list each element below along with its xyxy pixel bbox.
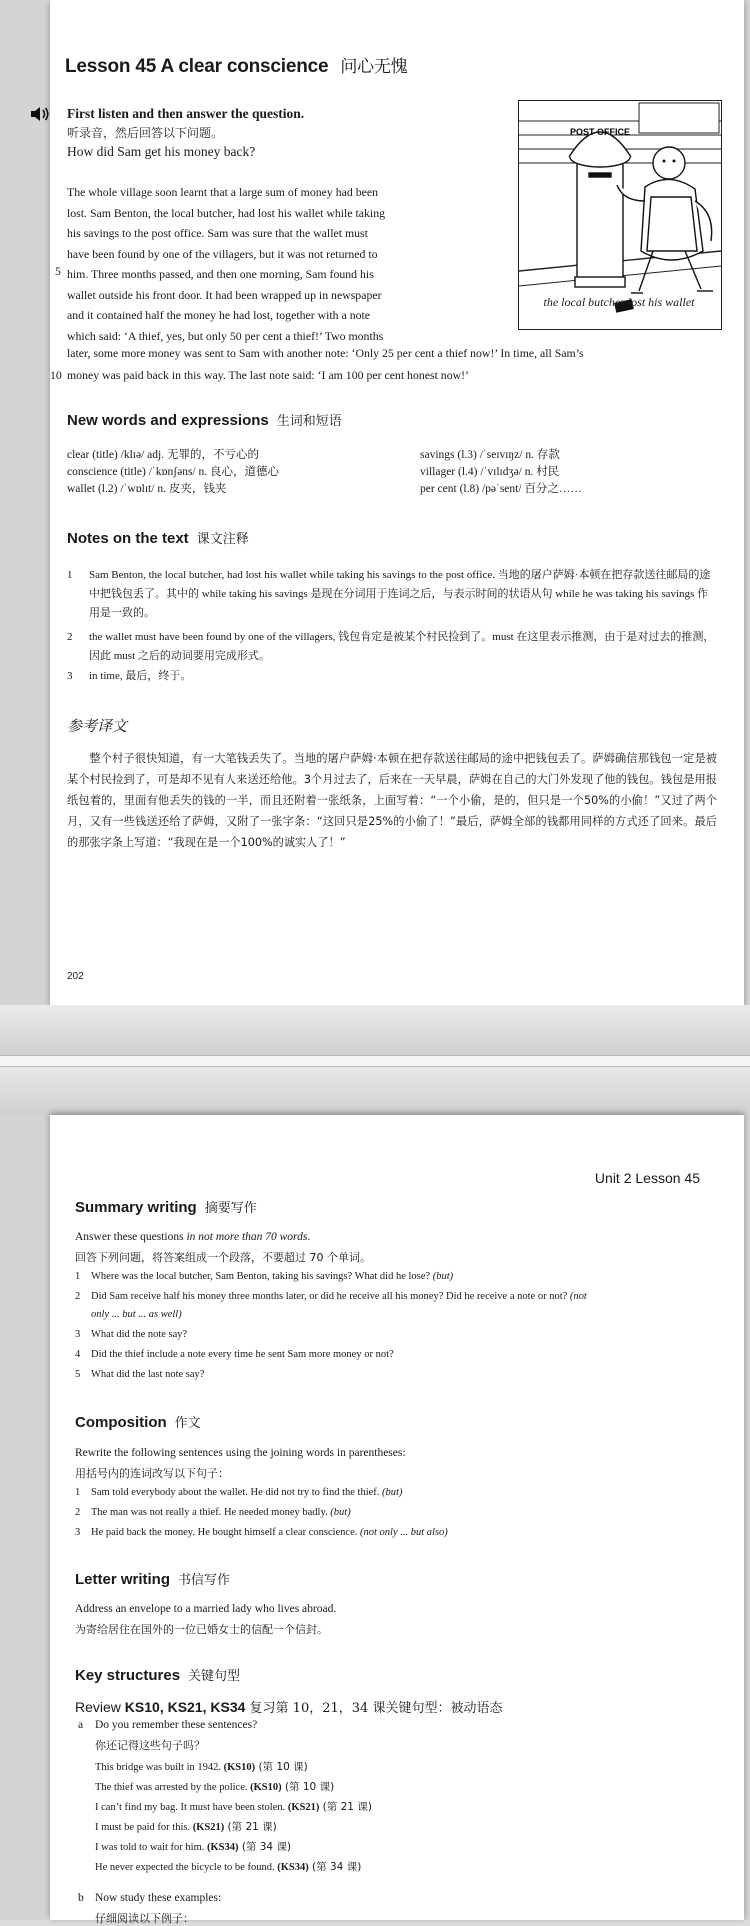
passage-line: have been found by one of the villagers, but it was not returned to [67,246,378,261]
question-text: Did Sam receive half his money three months later, or did he receive all his money? Did he receive a note or not? [91,1291,570,1302]
new-words-heading [67,410,342,429]
sentence-ref: (KS10) [250,1782,282,1793]
sentence-text: He never expected the bicycle to be found. [95,1862,278,1873]
summary-question-continued [75,1309,182,1320]
question-text: What did the last note say? [91,1369,205,1380]
vocab-right-column [420,447,582,498]
page-gap [0,1005,750,1115]
summary-instruction-end: . [307,1231,311,1243]
question-text: Where was the local butcher, Sam Benton, taking his savings? What did he lose? [91,1271,433,1282]
item-number: 2 [75,1507,81,1518]
sentence-lesson: (第 10 课) [281,1781,335,1793]
composition-heading [75,1412,201,1431]
item-number: 3 [75,1527,81,1538]
sentence-lesson: (第 34 课) [308,1861,362,1873]
notes-heading-cn: 课文注释 [196,532,249,547]
summary-instruction-cn: 回答下列问题，将答案组成一个段落，不要超过 70 个单词。 [75,1251,371,1264]
translation-text: 整个村子很快知道，有一大笔钱丢失了。当地的屠户萨姆·本顿在把存款送往邮局的途中把钱包丢了。萨姆确信那钱包一定是被某个村民捡到了，可是却不见有人来送还给他。3个月过去了，后来在一天早晨，萨姆在自己的大门外发现了他的钱包。钱包是用报纸包着的，里面有他丢失的钱的一半，而且还附着一张纸条，上面写着：“一个小偷，是的，但只是一个50%的小偷！”又过了两个月，又有一些钱送还给了萨姆，又附了一张字条：“这回只是25%的小偷了！”最后，萨姆全部的钱都用同样的方式还了回来。最后的那张字条上写道：“我现在是一个100%的诚实人了！” [67,752,717,849]
new-words-heading-en: New words and expressions [67,412,269,429]
line-number-5: 5 [55,264,61,278]
summary-question [75,1271,453,1282]
sentence-text: I was told to wait for him. [95,1842,207,1853]
sentence-ref: (KS34) [277,1862,309,1873]
key-structures-heading [75,1665,240,1684]
lesson-title [65,52,408,78]
letter-instruction-cn: 为寄给居住在国外的一位已婚女士的信配一个信封。 [75,1623,328,1636]
audio-speaker-icon[interactable] [30,106,50,122]
listen-heading: First listen and then answer the question. [67,106,305,121]
letter-instruction: Address an envelope to a married lady who lives abroad. [75,1603,337,1615]
passage-line: wallet outside his front door. It had been wrapped up in newspaper [67,287,382,302]
summary-question [75,1349,394,1360]
item-hint: (but) [382,1487,403,1498]
letter-writing-heading [75,1569,230,1588]
listen-heading-cn: 听录音，然后回答以下问题。 [67,126,224,140]
vocab-entry: wallet (l.2) /ˈwɒlɪt/ n. 皮夹，钱夹 [67,483,227,495]
summary-question [75,1329,187,1340]
question-number: 5 [75,1369,81,1380]
key-structures-heading-cn: 关键句型 [188,1669,241,1684]
vocab-entry: per cent (l.8) /pəˈsent/ 百分之…… [420,483,582,495]
vocab-entry: villager (l.4) /ˈvɪlɪdʒə/ n. 村民 [420,466,560,478]
note-item [67,667,717,686]
vocab-left-column [67,447,279,498]
item-hint: (but) [330,1507,351,1518]
composition-instruction-cn: 用括号内的连词改写以下句子： [75,1467,229,1480]
question-hint: (but) [432,1271,454,1282]
letter-writing-heading-cn: 书信写作 [178,1573,231,1588]
sentence-lesson: (第 21 课) [224,1821,277,1833]
note-item [67,566,717,623]
sentence-text: I can’t find my bag. It must have been stolen. [95,1802,288,1813]
part-a-question-cn: 你还记得这些句子吗？ [95,1739,205,1752]
lesson-title-cn: 问心无愧 [340,57,408,77]
sentence-text: I must be paid for this. [95,1822,193,1833]
composition-heading-en: Composition [75,1414,167,1431]
item-hint: (not only ... but also) [360,1527,448,1538]
vocab-entry: clear (title) /klɪə/ adj. 无罪的，不亏心的 [67,449,259,461]
part-b-letter: b [78,1892,84,1904]
key-structures-heading-en: Key structures [75,1667,181,1684]
question-number: 3 [75,1329,81,1340]
sentence-lesson: (第 21 课) [319,1801,372,1813]
item-text: Sam told everybody about the wallet. He did not try to find the thief. [91,1487,383,1498]
note-item [67,628,717,666]
question-text: What did the note say? [91,1329,188,1340]
vocab-entry: conscience (title) /ˈkɒnʃəns/ n. 良心，道德心 [67,466,280,478]
passage-line: lost. Sam Benton, the local butcher, had lost his wallet while taking [67,205,385,220]
new-words-heading-cn: 生词和短语 [276,414,342,429]
listen-question: How did Sam get his money back? [67,144,256,159]
passage-line-wide: later, some more money was sent to Sam with another note: ‘Only 25 per cent a thief now!’ In time, all Sam’s [67,346,584,360]
sentence-ref: (KS21) [287,1802,320,1813]
part-a-question: Do you remember these sentences? [95,1719,258,1731]
sentence-ref: (KS21) [192,1822,225,1833]
passage-line: his savings to the post office. Sam was sure that the wallet must [67,226,368,240]
passage-line: and it contained half the money he had lost, together with a note [67,308,371,322]
passage-line: which said: ‘A thief, yes, but only 50 per cent a thief!’ Two months [67,328,384,343]
example-sentence [95,1799,372,1814]
summary-heading-en: Summary writing [75,1199,197,1216]
sentence-lesson: (第 34 课) [238,1841,292,1853]
summary-instruction-emphasis: in not more than 70 words [186,1231,308,1243]
passage-line: him. Three months passed, and then one morning, Sam found his [67,267,374,281]
sentence-text: This bridge was built in 1942. [95,1762,224,1773]
illustration-caption: the local butcher lost his wallet [543,295,695,309]
composition-item [75,1507,351,1518]
question-hint: only ... but ... as well) [91,1309,182,1320]
notes-heading-en: Notes on the text [67,530,189,547]
review-refs: KS10, KS21, KS34 [124,1699,246,1715]
vocab-entry: savings (l.3) /ˈseɪvɪŋz/ n. 存款 [420,449,560,461]
sentence-ref: (KS10) [223,1762,256,1773]
note-number: 2 [67,631,73,643]
example-sentence [95,1759,308,1774]
post-office-sign: POST OFFICE [569,127,631,137]
lesson-title-en: Lesson 45 A clear conscience [65,56,329,77]
review-word: Review [75,1699,125,1715]
question-text: Did the thief include a note every time he sent Sam more money or not? [91,1349,394,1360]
composition-instruction: Rewrite the following sentences using the joining words in parentheses: [75,1447,406,1459]
passage-line-wide: money was paid back in this way. The last note said: ‘I am 100 per cent honest now!’ [67,368,469,382]
note-number: 3 [67,670,73,682]
sentence-ref: (KS34) [206,1842,239,1853]
passage-text [67,182,502,346]
note-number: 1 [67,569,73,581]
notes-heading [67,528,249,547]
item-text: He paid back the money. He bought himself a clear conscience. [91,1527,361,1538]
composition-item [75,1527,448,1538]
example-sentence [95,1839,291,1854]
letter-writing-heading-en: Letter writing [75,1571,171,1588]
page-number: 202 [67,971,84,982]
summary-instruction-text: Answer these questions [75,1231,187,1243]
summary-instruction [75,1231,310,1243]
part-b-question-cn: 仔细阅读以下例子： [95,1912,194,1925]
composition-heading-cn: 作文 [174,1416,201,1431]
review-line [75,1697,502,1717]
item-text: The man was not really a thief. He needed money badly. [91,1507,331,1518]
note-text: Sam Benton, the local butcher, had lost his wallet while taking his savings to the post office. 当地的屠户萨姆·本顿在把存款送往邮局的途中把钱包丢了。其中的 while taking his savings 是现在分词用于连词之后，与表示时间的状语从句 while he was taking his savings 作用是一致的。 [89,569,711,619]
summary-question [75,1291,587,1302]
line-number-10: 10 [50,368,62,382]
summary-heading [75,1197,257,1216]
summary-heading-cn: 摘要写作 [204,1201,257,1216]
sentence-lesson: (第 10 课) [255,1761,308,1773]
example-sentence [95,1819,277,1834]
example-sentence [95,1779,334,1794]
part-a-letter: a [78,1719,84,1731]
translation-heading: 参考译文 [67,717,128,735]
summary-question [75,1369,204,1380]
review-cn: 复习第 10，21，34 课关键句型：被动语态 [245,1701,503,1716]
question-number: 4 [75,1349,81,1360]
page-separator [0,1055,750,1067]
sentence-text: The thief was arrested by the police. [95,1782,251,1793]
question-hint: (not [569,1291,587,1302]
item-number: 1 [75,1487,81,1498]
question-number: 1 [75,1271,81,1282]
passage-line: The whole village soon learnt that a large sum of money had been [67,185,378,199]
note-text: in time, 最后，终于。 [89,670,192,682]
composition-item [75,1487,402,1498]
question-number: 2 [75,1291,81,1302]
part-b-question: Now study these examples: [95,1892,222,1904]
note-text: the wallet must have been found by one of the villagers, 钱包肯定是被某个村民捡到了。must 在这里表示推测，由于是对过去的推测，因此 must 之后的动词要用完成形式。 [89,631,715,662]
unit-label: Unit 2 Lesson 45 [594,1170,700,1186]
example-sentence [95,1859,361,1874]
